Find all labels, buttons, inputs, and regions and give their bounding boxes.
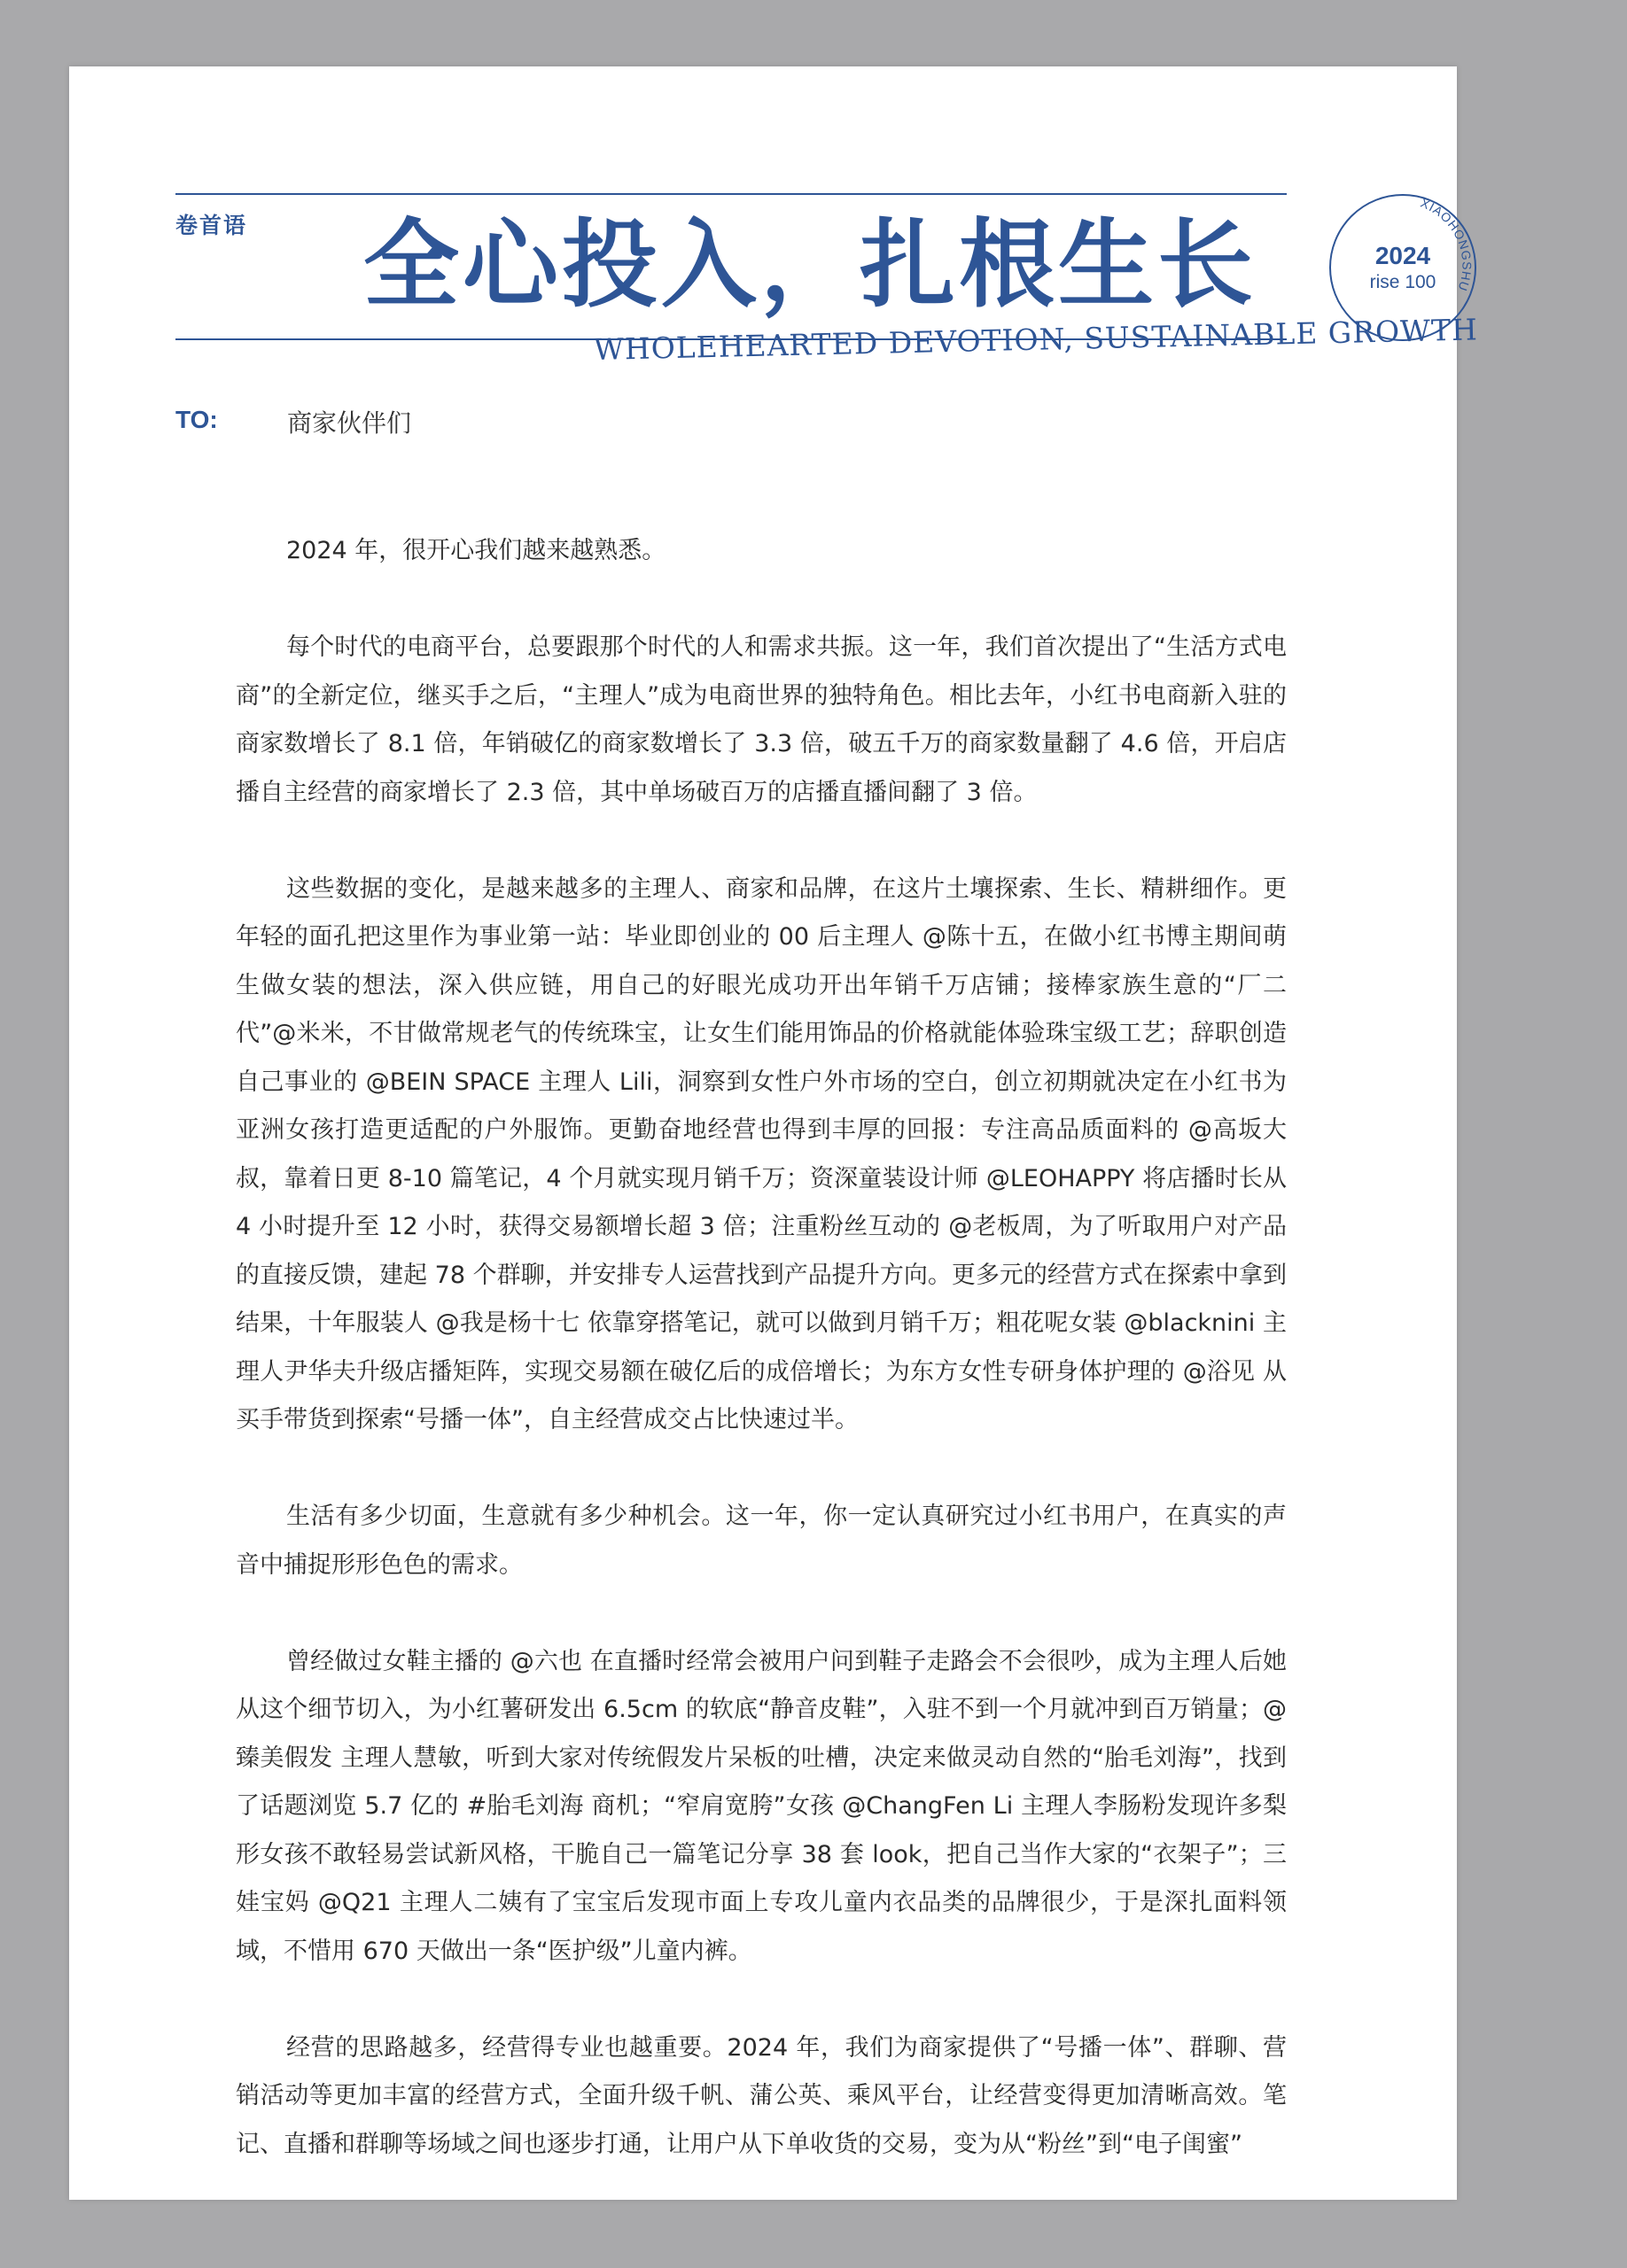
paragraph: 这些数据的变化，是越来越多的主理人、商家和品牌，在这片土壤探索、生长、精耕细作。更年轻的面孔把这里作为事业第一站：毕业即创业的 00 后主理人 @陈十五，在做小红书博主期间萌生做女装的想法，深入供应链，用自己的好眼光成功开出年销千万店铺；接棒家族生意的“厂二代”@米米，不甘做常规老气的传统珠宝，让女生们能用饰品的价格就能体验珠宝级工艺；辞职创造自己事业的 @BEIN SPACE 主理人 Lili，洞察到女性户外市场的空白，创立初期就决定在小红书为亚洲女孩打造更适配的户外服饰。更勤奋地经营也得到丰厚的回报：专注高品质面料的 @高坂大叔，靠着日更 8-10 篇笔记，4 个月就实现月销千万；资深童装设计师 @LEOHAPPY 将店播时长从 4 小时提升至 12 小时，获得交易额增长超 3 倍；注重粉丝互动的 @老板周，为了听取用户对产品的直接反馈，建起 78 个群聊，并安排专人运营找到产品提升方向。更多元的经营方式在探索中拿到结果，十年服装人 @我是杨十七 依靠穿搭笔记，就可以做到月销千万；粗花呢女装 @blacknini 主理人尹华夫升级店播矩阵，实现交易额在破亿后的成倍增长；为东方女性专研身体护理的 @浴见 从买手带货到探索“号播一体”，自主经营成交占比快速过半。 bbox=[236, 874, 1287, 1433]
letter-page bbox=[69, 66, 1479, 2200]
section-tag: 卷首语 bbox=[175, 213, 248, 238]
recipient-value: 商家伙伴们 bbox=[287, 408, 412, 438]
stamp-year: 2024 bbox=[1374, 242, 1431, 269]
stamp-arc-label: XIAOHONGSHU bbox=[1418, 196, 1475, 294]
letter-body bbox=[236, 527, 1287, 2218]
paragraph: 曾经做过女鞋主播的 @六也 在直播时经常会被用户问到鞋子走路会不会很吵，成为主理人后她从这个细节切入，为小红薯研发出 6.5cm 的软底“静音皮鞋”，入驻不到一个月就冲到百万销量；@臻美假发 主理人慧敏，听到大家对传统假发片呆板的吐槽，决定来做灵动自然的“胎毛刘海”，找到了话题浏览 5.7 亿的 #胎毛刘海 商机；“窄肩宽胯”女孩 @ChangFen Li 主理人李肠粉发现许多梨形女孩不敢轻易尝试新风格，干脆自己一篇笔记分享 38 套 look，把自己当作大家的“衣架子”；三娃宝妈 @Q21 主理人二姨有了宝宝后发现市面上专攻儿童内衣品类的品牌很少，于是深扎面料领域，不惜用 670 天做出一条“医护级”儿童内裤。 bbox=[236, 1647, 1287, 1965]
stamp-line: rise 100 bbox=[1369, 272, 1436, 292]
svg-text:XIAOHONGSHU bbox=[1419, 196, 1475, 293]
paragraph: 2024 年，很开心我们越来越熟悉。 bbox=[286, 537, 666, 564]
page-subtitle: WHOLEHEARTED DEVOTION, SUSTAINABLE GROWTH bbox=[593, 312, 1479, 367]
paragraph: 经营的思路越多，经营得专业也越重要。2024 年，我们为商家提供了“号播一体”、群聊、营销活动等更加丰富的经营方式，全面升级千帆、蒲公英、乘风平台，让经营变得更加清晰高效。笔记、直播和群聊等场域之间也逐步打通，让用户从下单收货的交易，变为从“粉丝”到“电子闺蜜” bbox=[236, 2033, 1287, 2158]
paragraph: 每个时代的电商平台，总要跟那个时代的人和需求共振。这一年，我们首次提出了“生活方式电商”的全新定位，继买手之后，“主理人”成为电商世界的独特角色。相比去年，小红书电商新入驻的商家数增长了 8.1 倍，年销破亿的商家数增长了 3.3 倍，破五千万的商家数量翻了 4.6 倍，开启店播自主经营的商家增长了 2.3 倍，其中单场破百万的店播直播间翻了 3 倍。 bbox=[236, 633, 1287, 806]
header-top-rule bbox=[175, 193, 1287, 195]
page-title: 全心投入，扎根生长 bbox=[363, 210, 1257, 321]
paragraph: 生活有多少切面，生意就有多少种机会。这一年，你一定认真研究过小红书用户，在真实的声音中捕捉形形色色的需求。 bbox=[236, 1503, 1287, 1579]
stamp-arc-text bbox=[1331, 196, 1475, 339]
recipient-label: TO: bbox=[175, 406, 218, 433]
year-stamp bbox=[1329, 194, 1476, 341]
